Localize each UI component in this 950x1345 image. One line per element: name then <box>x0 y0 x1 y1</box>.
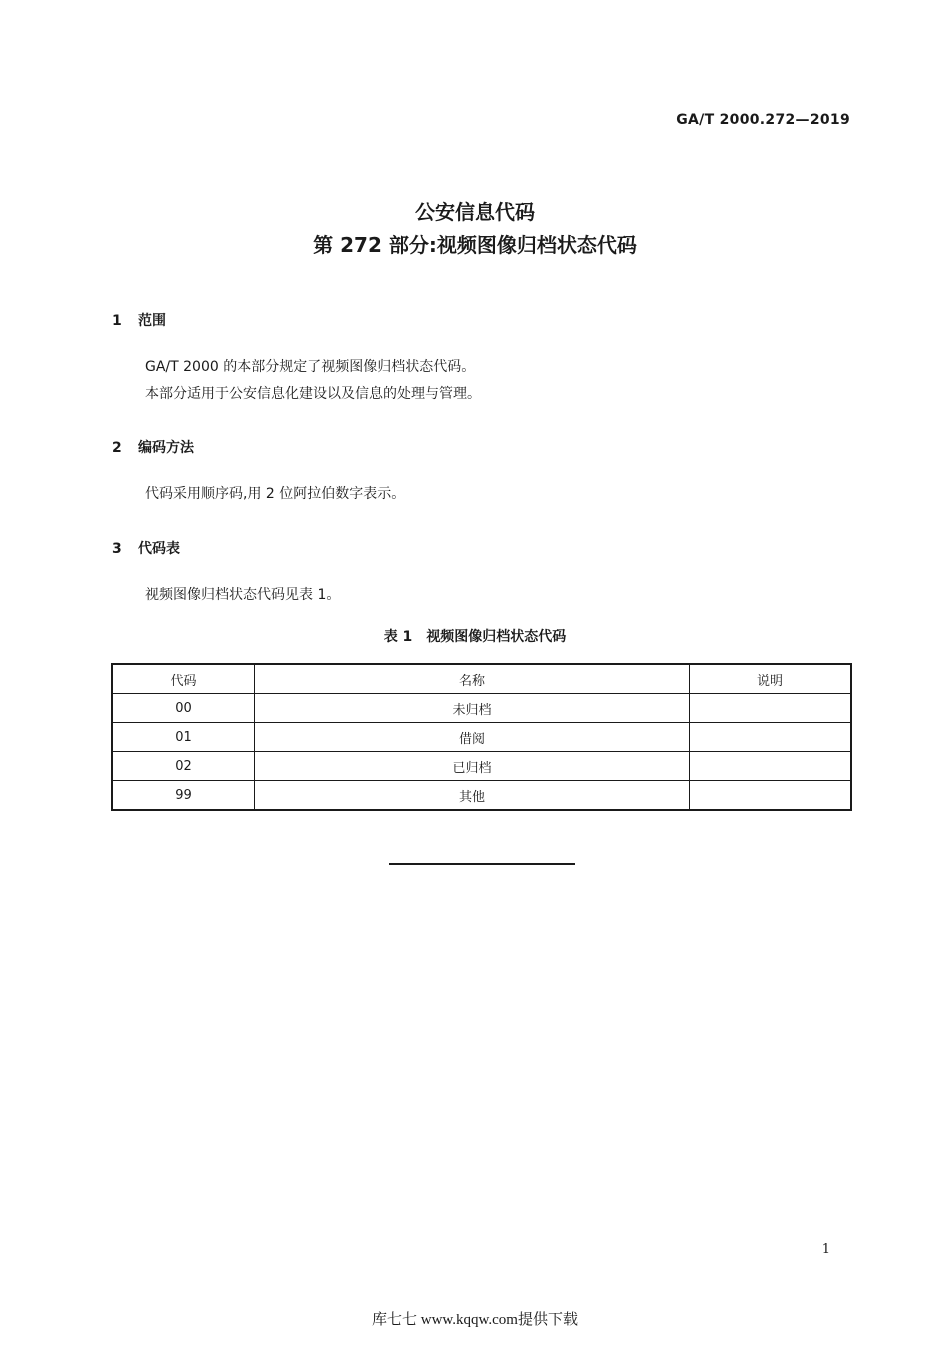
section-number: 1 <box>112 313 122 329</box>
cell-description <box>689 781 851 811</box>
paragraph: 视频图像归档状态代码见表 1。 <box>145 587 341 603</box>
cell-code: 01 <box>112 723 255 752</box>
code-table <box>111 663 852 811</box>
section-number: 2 <box>112 440 122 456</box>
cell-description <box>689 694 851 723</box>
paragraph: 代码采用顺序码,用 2 位阿拉伯数字表示。 <box>145 486 406 502</box>
table-row <box>112 752 851 781</box>
section-number: 3 <box>112 541 122 557</box>
download-footer: 库七七 www.kqqw.com提供下载 <box>372 1312 578 1328</box>
paragraph: 本部分适用于公安信息化建设以及信息的处理与管理。 <box>145 386 481 402</box>
document-title: 公安信息代码 <box>415 200 535 224</box>
section-heading-code-table <box>112 538 180 558</box>
column-header-code: 代码 <box>112 664 255 694</box>
table-row <box>112 723 851 752</box>
paragraph: GA/T 2000 的本部分规定了视频图像归档状态代码。 <box>145 359 476 375</box>
section-title: 代码表 <box>138 541 180 557</box>
table-row <box>112 781 851 811</box>
document-subtitle: 第 272 部分:视频图像归档状态代码 <box>313 233 637 257</box>
column-header-name: 名称 <box>255 664 690 694</box>
cell-code: 99 <box>112 781 255 811</box>
table-caption-number: 表 1 <box>383 629 413 645</box>
section-heading-coding-method <box>112 437 194 457</box>
table-header-row <box>112 664 851 694</box>
cell-description <box>689 723 851 752</box>
section-title: 范围 <box>138 313 166 329</box>
cell-name: 其他 <box>255 781 690 811</box>
cell-name: 未归档 <box>255 694 690 723</box>
cell-code: 00 <box>112 694 255 723</box>
table-row <box>112 694 851 723</box>
table-caption-title: 视频图像归档状态代码 <box>426 629 567 645</box>
end-of-document-rule <box>389 863 575 865</box>
section-heading-scope <box>112 310 166 330</box>
cell-description <box>689 752 851 781</box>
cell-code: 02 <box>112 752 255 781</box>
standard-code: GA/T 2000.272—2019 <box>676 112 850 128</box>
page-number: 1 <box>821 1242 830 1257</box>
column-header-description: 说明 <box>689 664 851 694</box>
cell-name: 借阅 <box>255 723 690 752</box>
table-caption <box>0 626 950 646</box>
cell-name: 已归档 <box>255 752 690 781</box>
section-title: 编码方法 <box>138 440 194 456</box>
